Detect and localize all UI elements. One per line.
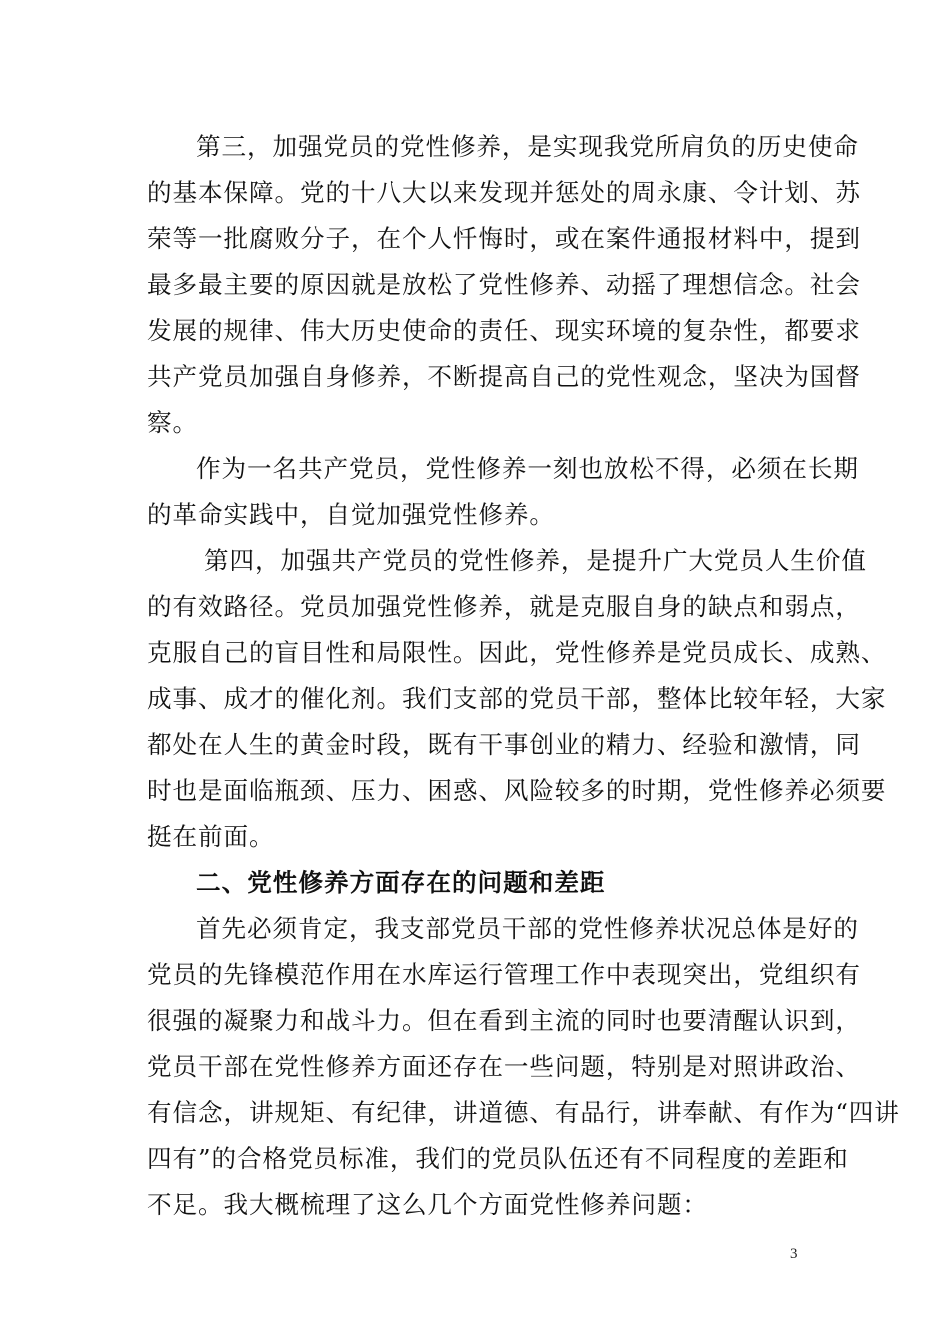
section-heading: 二、党性修养方面存在的问题和差距 <box>196 868 606 897</box>
paragraph-line: 的革命实践中，自觉加强党性修养。 <box>147 500 555 529</box>
paragraph-line: 时也是面临瓶颈、压力、困惑、风险较多的时期，党性修养必须要 <box>147 776 887 805</box>
paragraph-line: 作为一名共产党员，党性修养一刻也放松不得，必须在长期 <box>196 454 859 483</box>
paragraph-line: 挺在前面。 <box>147 822 275 851</box>
paragraph-line: 发展的规律、伟大历史使命的责任、现实环境的复杂性，都要求 <box>147 316 861 345</box>
paragraph-line: 首先必须肯定，我支部党员干部的党性修养状况总体是好的 <box>196 914 859 943</box>
paragraph-line: 察。 <box>147 408 198 437</box>
paragraph-line: 成事、成才的催化剂。我们支部的党员干部，整体比较年轻，大家 <box>147 684 887 713</box>
paragraph-line: 第四，加强共产党员的党性修养，是提升广大党员人生价值 <box>204 546 867 575</box>
paragraph-line: 都处在人生的黄金时段，既有干事创业的精力、经验和激情，同 <box>147 730 861 759</box>
paragraph-line: 荣等一批腐败分子，在个人忏悔时，或在案件通报材料中，提到 <box>147 224 861 253</box>
paragraph-line: 党员的先锋模范作用在水库运行管理工作中表现突出，党组织有 <box>147 960 861 989</box>
paragraph-line: 有信念，讲规矩、有纪律，讲道德、有品行，讲奉献、有作为“四讲 <box>147 1098 900 1127</box>
paragraph-line: 第三，加强党员的党性修养，是实现我党所肩负的历史使命 <box>196 132 859 161</box>
paragraph-line: 很强的凝聚力和战斗力。但在看到主流的同时也要清醒认识到， <box>147 1006 861 1035</box>
paragraph-line: 共产党员加强自身修养，不断提高自己的党性观念，坚决为国督 <box>147 362 861 391</box>
paragraph-line: 的有效路径。党员加强党性修养，就是克服自身的缺点和弱点， <box>147 592 861 621</box>
paragraph-line: 最多最主要的原因就是放松了党性修养、动摇了理想信念。社会 <box>147 270 861 299</box>
paragraph-line: 四有”的合格党员标准，我们的党员队伍还有不同程度的差距和 <box>147 1144 849 1173</box>
page-number: 3 <box>790 1246 798 1262</box>
paragraph-line: 不足。我大概梳理了这么几个方面党性修养问题： <box>147 1190 708 1219</box>
paragraph-line: 党员干部在党性修养方面还存在一些问题，特别是对照讲政治、 <box>147 1052 861 1081</box>
paragraph-line: 的基本保障。党的十八大以来发现并惩处的周永康、令计划、苏 <box>147 178 861 207</box>
paragraph-line: 克服自己的盲目性和局限性。因此，党性修养是党员成长、成熟、 <box>147 638 887 667</box>
